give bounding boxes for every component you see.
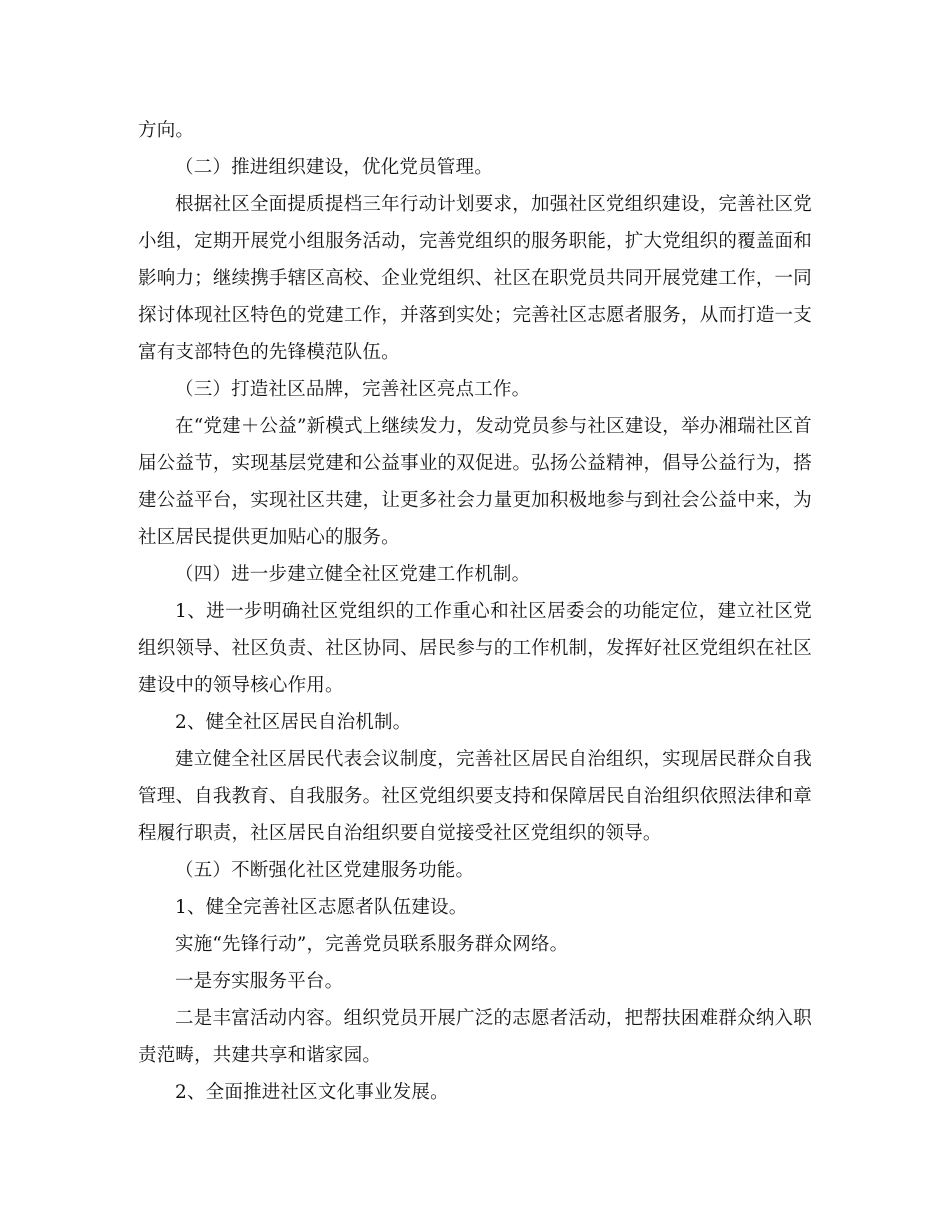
document-body	[138, 112, 812, 1111]
paragraph: 在“党建＋公益”新模式上继续发力，发动党员参与社区建设，举办湘瑞社区首届公益节，实现基层党建和公益事业的双促进。弘扬公益精神，倡导公益行为，搭建公益平台，实现社区共建，让更多社会力量更加积极地参与到社会公益中来，为社区居民提供更加贴心的服务。	[138, 416, 812, 548]
section-heading-4: （四）进一步建立健全社区党建工作机制。	[175, 564, 531, 585]
subheading: 2、健全社区居民自治机制。	[175, 712, 412, 733]
subheading: 2、全面推进社区文化事业发展。	[175, 1082, 449, 1103]
paragraph-continuation: 方向。	[138, 120, 195, 141]
paragraph: 1、进一步明确社区党组织的工作重心和社区居委会的功能定位，建立社区党组织领导、社区负责、社区协同、居民参与的工作机制，发挥好社区党组织在社区建设中的领导核心作用。	[138, 601, 812, 696]
section-heading-3: （三）打造社区品牌，完善社区亮点工作。	[175, 379, 531, 400]
paragraph: 根据社区全面提质提档三年行动计划要求，加强社区党组织建设，完善社区党小组，定期开展党小组服务活动，完善党组织的服务职能，扩大党组织的覆盖面和影响力；继续携手辖区高校、企业党组织、社区在职党员共同开展党建工作，一同探讨体现社区特色的党建工作，并落到实处；完善社区志愿者服务，从而打造一支富有支部特色的先锋模范队伍。	[138, 194, 812, 363]
paragraph: 一是夯实服务平台。	[175, 971, 344, 992]
section-heading-2: （二）推进组织建设，优化党员管理。	[175, 157, 493, 178]
paragraph: 建立健全社区居民代表会议制度，完善社区居民自治组织，实现居民群众自我管理、自我教育、自我服务。社区党组织要支持和保障居民自治组织依照法律和章程履行职责，社区居民自治组织要自觉接受社区党组织的领导。	[138, 749, 812, 844]
section-heading-5: （五）不断强化社区党建服务功能。	[175, 860, 475, 881]
paragraph: 二是丰富活动内容。组织党员开展广泛的志愿者活动，把帮扶困难群众纳入职责范畴，共建共享和谐家园。	[138, 1008, 812, 1066]
paragraph: 实施“先锋行动”，完善党员联系服务群众网络。	[175, 934, 569, 955]
subheading: 1、健全完善社区志愿者队伍建设。	[175, 897, 468, 918]
